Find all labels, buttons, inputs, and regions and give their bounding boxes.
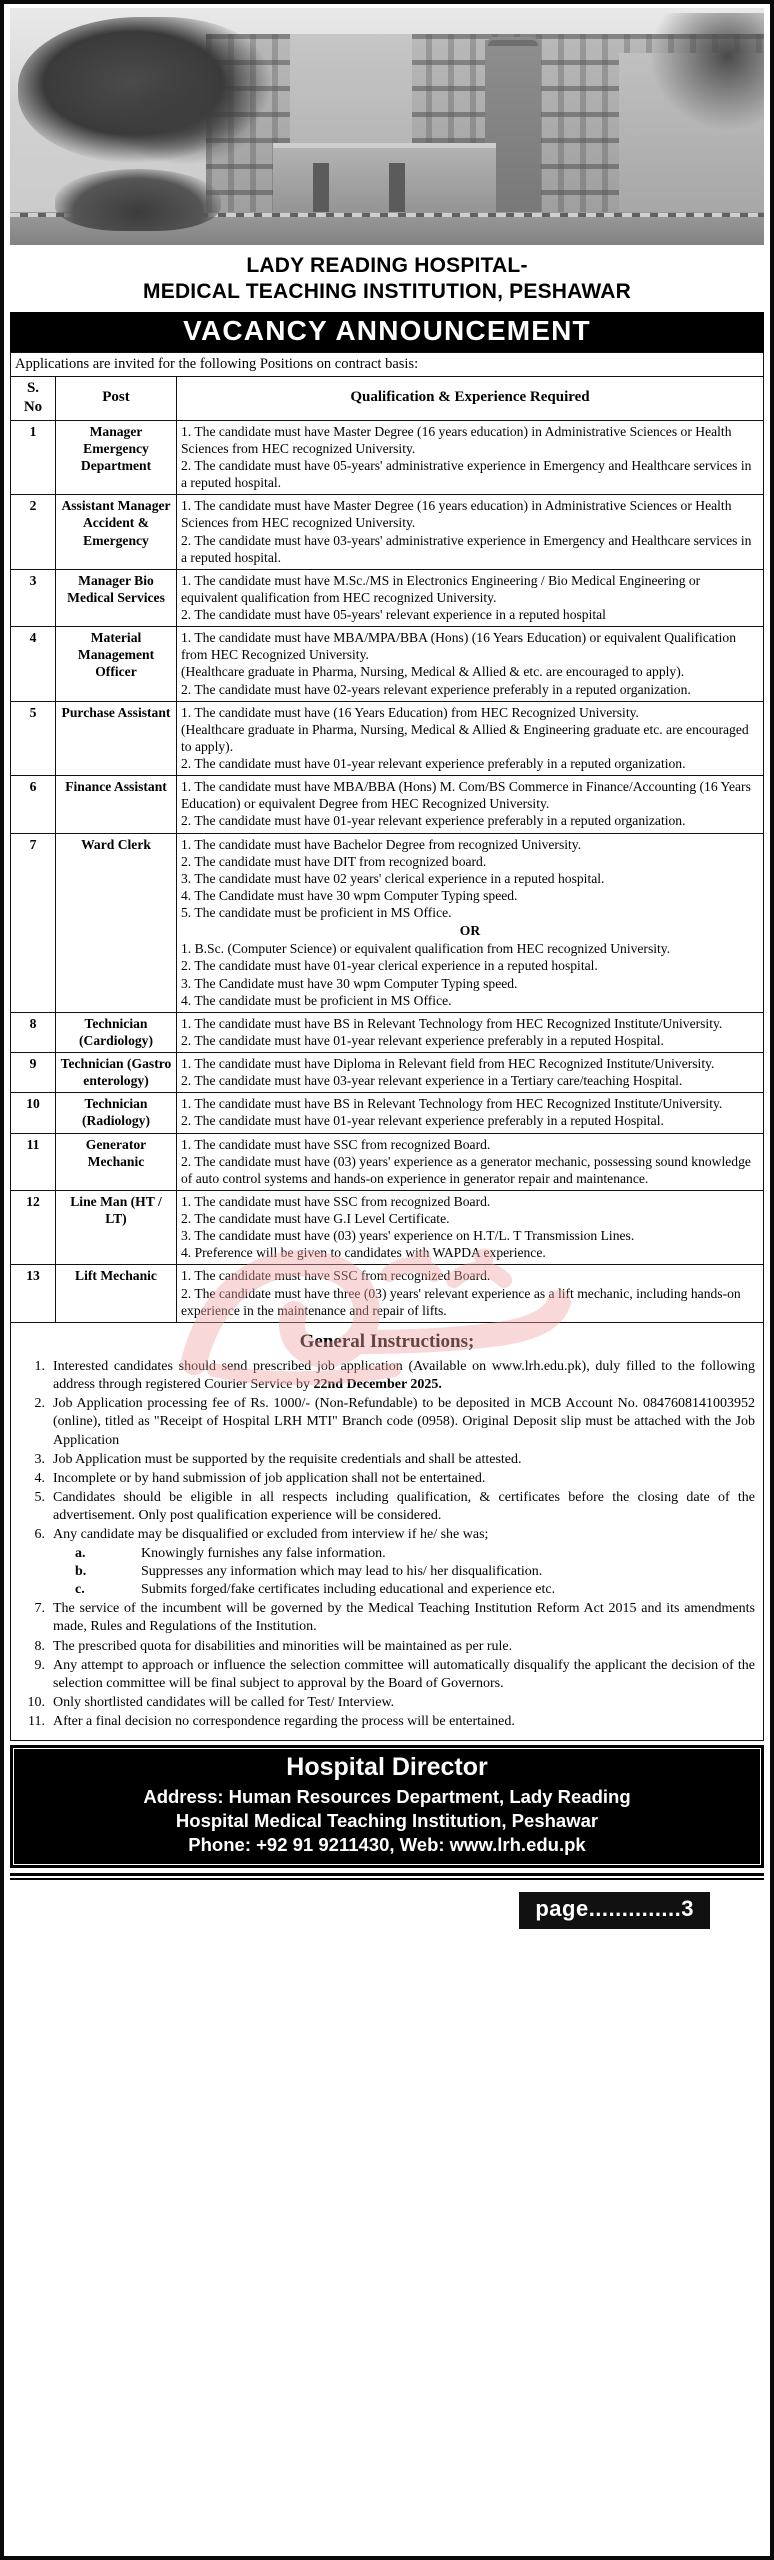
row-post-title: Finance Assistant xyxy=(56,776,177,833)
row-post-title: Lift Mechanic xyxy=(56,1265,177,1322)
table-row xyxy=(11,627,764,702)
qualification-item: 1. The candidate must have M.Sc./MS in Electronics Engineering / Bio Medical Engineering or equivalent qualification from HEC recognized University. xyxy=(181,572,701,605)
instruction-item xyxy=(19,1657,755,1693)
qualification-item: 2. The candidate must have 02-years relevant experience preferably in a reputed organization. xyxy=(181,681,691,697)
table-row xyxy=(11,1190,764,1265)
qualification-item: 2. The candidate must have G.I Level Certificate. xyxy=(181,1211,450,1227)
row-serial-no: 10 xyxy=(11,1093,56,1133)
qualification-item: 2. The candidate must have 01-year relevant experience preferably in a reputed Hospital. xyxy=(181,1113,664,1129)
qualification-item: 1. The candidate must have MBA/BBA (Hons) M. Com/BS Commerce in Finance/Accounting (16 Years Education) or equivalent Degree from HEC Recognized University. xyxy=(181,779,751,812)
row-qualification-cell xyxy=(177,776,764,833)
row-post-title: Technician (Radiology) xyxy=(56,1093,177,1133)
qualification-item: 4. Preference will be given to candidates with WAPDA experience. xyxy=(181,1245,546,1261)
instructions-list xyxy=(19,1358,755,1732)
hospital-director-title: Hospital Director xyxy=(286,1752,488,1781)
row-serial-no: 9 xyxy=(11,1053,56,1093)
vacancy-table-body xyxy=(11,420,764,1322)
instruction-body xyxy=(53,1694,755,1712)
row-post-title: Purchase Assistant xyxy=(56,701,177,776)
table-header-row xyxy=(11,377,764,421)
qualification-item: 1. The candidate must have SSC from recognized Board. xyxy=(181,1268,491,1284)
qualification-item: 2. The candidate must have 03-years' administrative experience in Emergency and Healthcare services in a reputed hospital. xyxy=(181,532,752,565)
instruction-item xyxy=(19,1470,755,1488)
instruction-number: 6. xyxy=(34,1527,45,1543)
vacancy-table xyxy=(10,376,764,1323)
qualification-item: 2. The candidate must have 01-year relevant experience preferably in a reputed organization. xyxy=(181,756,686,772)
instruction-number: 10. xyxy=(27,1695,45,1711)
qualification-item: 3. The candidate must have 02 years' clerical experience in a reputed hospital. xyxy=(181,870,605,886)
row-qualification-cell xyxy=(177,1053,764,1093)
row-qualification-cell xyxy=(177,627,764,702)
footer-divider xyxy=(10,1873,764,1880)
table-row xyxy=(11,420,764,495)
col-sno-line2: No xyxy=(23,398,43,415)
qualification-item: 1. The candidate must have SSC from recognized Board. xyxy=(181,1193,491,1209)
row-qualification-cell xyxy=(177,1265,764,1322)
instruction-text: Any attempt to approach or influence the selection committee will automatically disqualify the applicant the decision of the selection committee will be final subject to approval by the Board of Governors. xyxy=(53,1657,755,1691)
col-sno-line1: S. xyxy=(26,380,40,396)
instruction-item xyxy=(19,1358,755,1394)
qualification-item: 5. The candidate must be proficient in MS Office. xyxy=(181,905,452,921)
instruction-body xyxy=(53,1638,755,1656)
instruction-item xyxy=(19,1694,755,1712)
instruction-body xyxy=(53,1395,755,1450)
hospital-building-photo xyxy=(10,8,764,245)
instruction-item xyxy=(19,1489,755,1525)
qualification-item: 2. The candidate must have 05-years' relevant experience in a reputed hospital xyxy=(181,607,606,623)
instruction-number: 4. xyxy=(34,1470,45,1486)
general-instructions-section xyxy=(10,1323,764,1741)
subitem-text: Suppresses any information which may lead to his/ her disqualification. xyxy=(141,1563,543,1579)
row-serial-no: 12 xyxy=(11,1190,56,1265)
table-row xyxy=(11,1133,764,1190)
page-number-badge: page..............3 xyxy=(519,1892,710,1929)
row-serial-no: 5 xyxy=(11,701,56,776)
instruction-subitems xyxy=(53,1545,755,1600)
qualification-item: 2. The candidate must have three (03) years' relevant experience as a lift mechanic, including hands-on experience in the maintenance and repair of lifts. xyxy=(181,1285,741,1318)
qualification-item-alt: 2. The candidate must have 01-year clerical experience in a reputed hospital. xyxy=(181,958,598,974)
table-row xyxy=(11,1265,764,1322)
row-serial-no: 8 xyxy=(11,1012,56,1052)
row-post-title: Technician (Cardiology) xyxy=(56,1012,177,1052)
address-line-2: Hospital Medical Teaching Institution, Peshawar xyxy=(175,1809,599,1831)
phone-and-web-line: Phone: +92 91 9211430, Web: www.lrh.edu.pk xyxy=(188,1833,586,1855)
row-qualification-cell xyxy=(177,1133,764,1190)
row-qualification-cell xyxy=(177,495,764,570)
qualification-item-alt: 3. The Candidate must have 30 wpm Computer Typing speed. xyxy=(181,975,518,991)
row-serial-no: 13 xyxy=(11,1265,56,1322)
instruction-text: Interested candidates should send prescribed job application (Available on www.lrh.edu.pk), duly filled to the following address through registered Courier Service by xyxy=(53,1358,755,1392)
instruction-number: 3. xyxy=(34,1451,45,1467)
row-post-title: Assistant Manager Accident & Emergency xyxy=(56,495,177,570)
qualification-item: (Healthcare graduate in Pharma, Nursing, Medical & Allied & etc. are encouraged to apply). xyxy=(181,664,685,680)
qualification-item-alt: 1. B.Sc. (Computer Science) or equivalent qualification from HEC recognized University. xyxy=(181,941,671,957)
instruction-text: Candidates should be eligible in all respects including qualification, & certificates before the closing date of the advertisement. Only post qualification experience will be considered. xyxy=(53,1490,755,1524)
row-serial-no: 2 xyxy=(11,495,56,570)
qualification-item: 3. The candidate must have (03) years' experience on H.T/L. T Transmission Lines. xyxy=(181,1228,635,1244)
instruction-item xyxy=(19,1713,755,1731)
row-post-title: Line Man (HT / LT) xyxy=(56,1190,177,1265)
qualification-item: 1. The candidate must have MBA/MPA/BBA (Hons) (16 Years Education) or equivalent Qualification from HEC Recognized University. xyxy=(181,630,736,663)
subitem-letter: b. xyxy=(75,1563,87,1579)
instruction-item xyxy=(19,1526,755,1599)
instruction-text: Any candidate may be disqualified or excluded from interview if he/ she was; xyxy=(53,1527,489,1543)
qualification-item: 2. The candidate must have (03) years' experience as a generator mechanic, possessing sound knowledge of auto control systems and hands-on experience in generator repair and maintenance. xyxy=(181,1153,751,1186)
instruction-deadline: 22nd December 2025. xyxy=(313,1376,442,1392)
instruction-number: 9. xyxy=(34,1657,45,1673)
subitem-text: Submits forged/fake certificates including educational and experience etc. xyxy=(141,1582,556,1598)
qualification-item: 1. The candidate must have Master Degree (16 years education) in Administrative Sciences or Health Sciences from HEC recognized University. xyxy=(181,498,732,531)
qualification-item: 2. The candidate must have DIT from recognized board. xyxy=(181,853,487,869)
column-header-qualification: Qualification & Experience Required xyxy=(177,377,764,421)
row-serial-no: 1 xyxy=(11,420,56,495)
subitem-text: Knowingly furnishes any false information. xyxy=(141,1545,386,1561)
instruction-text: The service of the incumbent will be governed by the Medical Teaching Institution Reform Act 2015 and its amendments made, Rules and Regulations of the Institution. xyxy=(53,1601,755,1635)
instruction-subitem xyxy=(53,1545,755,1563)
row-post-title: Manager Emergency Department xyxy=(56,420,177,495)
row-serial-no: 6 xyxy=(11,776,56,833)
row-qualification-cell xyxy=(177,420,764,495)
row-serial-no: 4 xyxy=(11,627,56,702)
vacancy-table-section xyxy=(4,352,770,1323)
instruction-number: 8. xyxy=(34,1638,45,1654)
column-header-serial-no xyxy=(11,377,56,421)
row-serial-no: 11 xyxy=(11,1133,56,1190)
instruction-number: 2. xyxy=(34,1396,45,1412)
qualification-item: 2. The candidate must have 01-year relevant experience preferably in a reputed Hospital. xyxy=(181,1032,664,1048)
instruction-body xyxy=(53,1600,755,1636)
org-name-line1: LADY READING HOSPITAL- xyxy=(246,254,528,277)
org-name-line2: MEDICAL TEACHING INSTITUTION, PESHAWAR xyxy=(143,279,631,303)
instruction-number: 5. xyxy=(34,1490,45,1506)
qualification-item: 1. The candidate must have BS in Relevant Technology from HEC Recognized Institute/University. xyxy=(181,1096,723,1112)
instruction-number: 11. xyxy=(28,1714,45,1730)
instruction-text: Incomplete or by hand submission of job application shall not be entertained. xyxy=(53,1470,486,1486)
subitem-letter: c. xyxy=(75,1582,85,1598)
qualification-item: 1. The candidate must have Master Degree (16 years education) in Administrative Sciences or Health Sciences from HEC recognized University. xyxy=(181,423,732,456)
instruction-number: 7. xyxy=(34,1601,45,1617)
row-qualification-cell xyxy=(177,833,764,1012)
qualification-item: 2. The candidate must have 05-years' administrative experience in Emergency and Healthcare services in a reputed hospital. xyxy=(181,458,752,491)
row-qualification-cell xyxy=(177,701,764,776)
subitem-letter: a. xyxy=(75,1545,86,1561)
qualification-item: 4. The Candidate must have 30 wpm Computer Typing speed. xyxy=(181,887,518,903)
instruction-text: Job Application must be supported by the requisite credentials and shall be attested. xyxy=(53,1451,522,1467)
row-post-title: Generator Mechanic xyxy=(56,1133,177,1190)
qualification-item: 2. The candidate must have 03-year relevant experience in a Tertiary care/teaching Hospital. xyxy=(181,1073,683,1089)
page-number-row xyxy=(4,1880,770,1929)
table-row xyxy=(11,495,764,570)
row-serial-no: 7 xyxy=(11,833,56,1012)
instruction-item xyxy=(19,1451,755,1469)
table-row xyxy=(11,569,764,626)
qualification-or-separator: OR xyxy=(459,923,481,939)
qualification-item: 1. The candidate must have (16 Years Education) from HEC Recognized University. xyxy=(181,704,639,720)
vacancy-announcement-banner: VACANCY ANNOUNCEMENT xyxy=(10,312,764,351)
row-serial-no: 3 xyxy=(11,569,56,626)
general-instructions-title: General Instructions; xyxy=(299,1330,475,1352)
instruction-text: After a final decision no correspondence regarding the process will be entertained. xyxy=(53,1714,515,1730)
instruction-item xyxy=(19,1395,755,1450)
instruction-number: 1. xyxy=(34,1358,45,1374)
row-post-title: Manager Bio Medical Services xyxy=(56,569,177,626)
instruction-item xyxy=(19,1600,755,1636)
qualification-item-alt: 4. The candidate must be proficient in MS Office. xyxy=(181,992,452,1008)
instruction-text: Only shortlisted candidates will be called for Test/ Interview. xyxy=(53,1695,395,1711)
instruction-body xyxy=(53,1489,755,1525)
table-row xyxy=(11,1012,764,1052)
intro-text: Applications are invited for the following Positions on contract basis: xyxy=(10,352,764,376)
instruction-body xyxy=(53,1470,755,1488)
table-row xyxy=(11,776,764,833)
row-post-title: Technician (Gastro enterology) xyxy=(56,1053,177,1093)
table-row xyxy=(11,1053,764,1093)
address-line-1: Address: Human Resources Department, Lady Reading xyxy=(143,1785,631,1807)
row-qualification-cell xyxy=(177,1190,764,1265)
instruction-body xyxy=(53,1713,755,1731)
instruction-text: Job Application processing fee of Rs. 1000/- (Non-Refundable) to be deposited in MCB Account No. 0847608141003952 (online), titled as "Receipt of Hospital LRH MTI" Branch code (0958). Original Deposit slip must be attached with the Job Application xyxy=(53,1396,755,1448)
instruction-body xyxy=(53,1451,755,1469)
row-qualification-cell xyxy=(177,1012,764,1052)
instruction-subitem xyxy=(53,1563,755,1581)
table-row xyxy=(11,701,764,776)
instruction-subitem xyxy=(53,1581,755,1599)
organization-title xyxy=(4,245,770,307)
qualification-item: 1. The candidate must have Diploma in Relevant field from HEC Recognized Institute/University. xyxy=(181,1056,715,1072)
row-post-title: Ward Clerk xyxy=(56,833,177,1012)
qualification-item: 1. The candidate must have SSC from recognized Board. xyxy=(181,1136,491,1152)
table-row xyxy=(11,1093,764,1133)
instruction-body xyxy=(53,1358,755,1394)
row-qualification-cell xyxy=(177,569,764,626)
row-post-title: Material Management Officer xyxy=(56,627,177,702)
contact-footer xyxy=(10,1745,764,1868)
qualification-item: (Healthcare graduate in Pharma, Nursing, Medical & Allied & Engineering graduate etc. are encouraged to apply). xyxy=(181,721,749,754)
qualification-item: 2. The candidate must have 01-year relevant experience preferably in a reputed organization. xyxy=(181,813,686,829)
instruction-body xyxy=(53,1526,755,1599)
instruction-text: The prescribed quota for disabilities and minorities will be maintained as per rule. xyxy=(53,1638,513,1654)
row-qualification-cell xyxy=(177,1093,764,1133)
instruction-item xyxy=(19,1638,755,1656)
qualification-item: 1. The candidate must have Bachelor Degree from recognized University. xyxy=(181,836,582,852)
qualification-item: 1. The candidate must have BS in Relevant Technology from HEC Recognized Institute/University. xyxy=(181,1015,723,1031)
column-header-post: Post xyxy=(56,377,177,421)
instruction-body xyxy=(53,1657,755,1693)
table-row xyxy=(11,833,764,1012)
